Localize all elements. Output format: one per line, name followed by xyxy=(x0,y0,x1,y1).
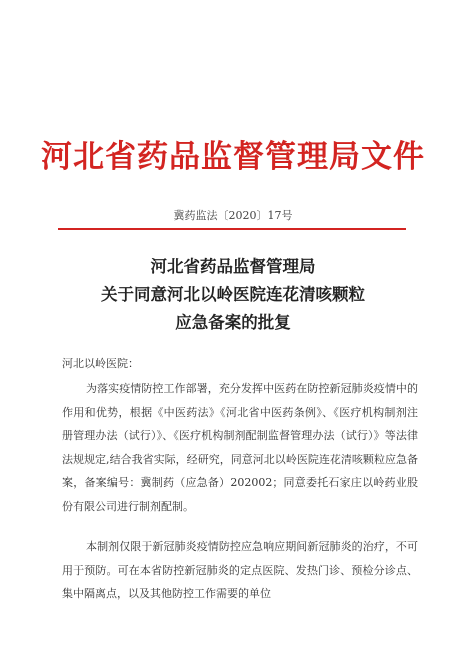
title-line-3: 应急备案的批复 xyxy=(175,313,291,332)
document-number: 冀药监法〔2020〕17号 xyxy=(173,209,293,222)
salutation: 河北以岭医院： xyxy=(62,357,139,370)
document-headline: 河北省药品监督管理局文件 xyxy=(41,139,425,175)
body-paragraph-1: 为落实疫情防控工作部署，充分发挥中医药在防控新冠肺炎疫情中的作用和优势，根据《中医药法》《河北省中医药条例》、《医疗机构制剂注册管理办法（试行）》、《医疗机构制剂配制监督管理办法（试行）》等法律法规规定,结合我省实际，经研究，同意河北以岭医院连花清咳颗粒应急备案，备案编号：冀制药（应急备）202002；同意委托石家庄以岭药业股份有限公司进行制剂配制。 xyxy=(62,382,418,513)
title-line-2: 关于同意河北以岭医院连花清咳颗粒 xyxy=(101,285,365,304)
title-line-1: 河北省药品监督管理局 xyxy=(150,257,316,276)
red-divider-line xyxy=(58,228,406,230)
body-paragraph-2: 本制剂仅限于新冠肺炎疫情防控应急响应期间新冠肺炎的治疗，不可用于预防。可在本省防控新冠肺炎的定点医院、发热门诊、预检分诊点、集中隔离点，以及其他防控工作需要的单位 xyxy=(62,540,418,600)
